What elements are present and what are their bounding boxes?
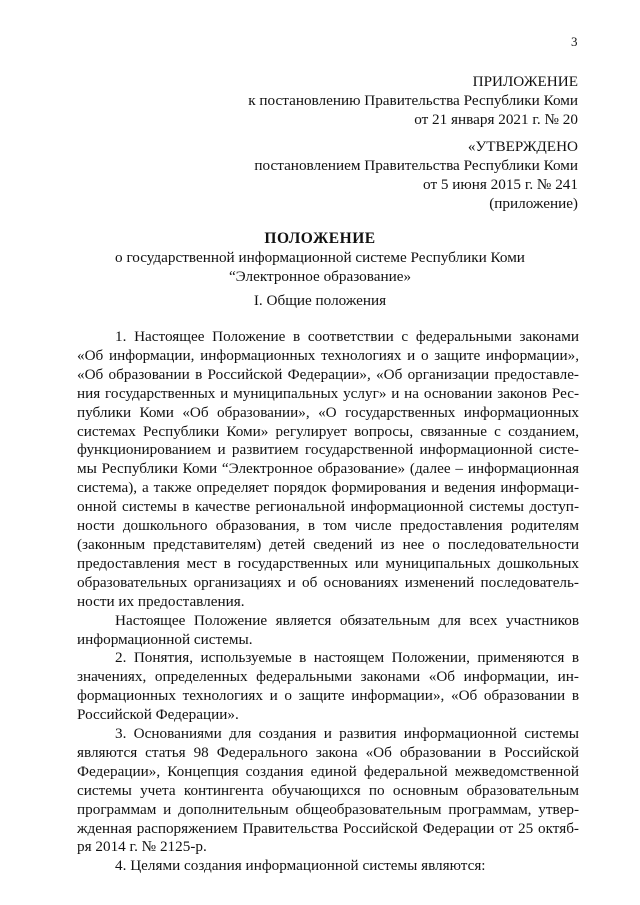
text-line: онной системы в качестве региональной информационной системы доступ- <box>77 498 579 516</box>
text-line: значениях, определенных федеральными законами «Об информации, ин- <box>77 668 579 686</box>
text-line: Настоящее Положение является обязательным для всех участников <box>115 611 579 629</box>
document-subtitle-line: о государственной информационной системе Республики Коми <box>115 249 525 266</box>
appendix-line: от 21 января 2021 г. № 20 <box>414 111 578 128</box>
text-line: ности их предоставления. <box>77 592 245 610</box>
body-text <box>77 328 579 876</box>
text-line: «Об информации, информационных технологиях и о защите информации», <box>77 346 579 364</box>
text-line: 2. Понятия, используемые в настоящем Положении, применяются в <box>115 649 579 667</box>
text-line: Федерации», Концепция создания единой федеральной межведомственной <box>77 762 579 780</box>
text-line: 3. Основаниями для создания и развития информационной системы <box>115 725 579 743</box>
text-line: ности дошкольного образования, в том числе предоставления родителям <box>77 517 579 535</box>
text-line: Российской Федерации». <box>77 706 239 724</box>
text-line: система), а также определяет порядок формирования и ведения информаци- <box>77 479 579 497</box>
text-line: системы учета контингента обучающихся по основным образовательным <box>77 781 579 799</box>
text-line: ря 2014 г. № 2125-р. <box>77 838 207 856</box>
text-line: мы Республики Коми “Электронное образование» (далее – информационная <box>77 460 579 478</box>
text-line: предоставления мест в государственных или муниципальных дошкольных <box>77 554 579 572</box>
paragraph-1 <box>77 328 579 612</box>
text-line: 1. Настоящее Положение в соответствии с федеральными законами <box>115 328 579 345</box>
text-line: «Об образовании в Российской Федерации», «Об организации предоставле- <box>77 365 579 383</box>
document-title: ПОЛОЖЕНИЕ <box>264 230 376 247</box>
appendix-block <box>248 72 578 129</box>
document-title-block <box>0 229 640 286</box>
section-heading: I. Общие положения <box>253 292 387 309</box>
text-line: программам и дополнительным общеобразовательным программам, утвер- <box>77 800 579 818</box>
approved-heading: «УТВЕРЖДЕНО <box>467 138 578 155</box>
text-line: являются статья 98 Федерального закона «Об образовании в Российской <box>77 743 579 761</box>
paragraph-4 <box>77 725 579 857</box>
text-line: функционированием и развитием государственной информационной систе- <box>77 441 579 459</box>
page-number: 3 <box>571 34 578 49</box>
text-line: жденная распоряжением Правительства Российской Федерации от 25 октяб- <box>77 819 579 837</box>
paragraph-3 <box>77 649 579 725</box>
approved-line: от 5 июня 2015 г. № 241 <box>423 176 578 193</box>
text-line: ния государственных и муниципальных услуг» и на основании законов Рес- <box>77 384 579 402</box>
text-line: публики Коми «Об образовании», «О государственных информационных <box>77 403 579 421</box>
text-line: системах Республики Коми» регулирует вопросы, связанные с созданием, <box>77 422 579 440</box>
approved-line: постановлением Правительства Республики Коми <box>254 157 578 174</box>
approved-block <box>254 137 578 213</box>
text-line: 4. Целями создания информационной системы являются: <box>115 857 486 875</box>
text-line: образовательных организациях и об основаниях изменений последователь- <box>77 573 579 591</box>
paragraph-5 <box>77 857 579 876</box>
appendix-heading: ПРИЛОЖЕНИЕ <box>472 73 578 90</box>
document-subtitle-line: “Электронное образование» <box>228 268 412 285</box>
paragraph-2 <box>77 612 579 650</box>
approved-line: (приложение) <box>489 195 578 212</box>
text-line: формационных технологиях и о защите информации», «Об образовании в <box>77 687 579 705</box>
text-line: (законным представителям) детей сведений из нее о последовательности <box>77 535 579 553</box>
text-line: информационной системы. <box>77 630 253 648</box>
appendix-line: к постановлению Правительства Республики Коми <box>248 92 578 109</box>
